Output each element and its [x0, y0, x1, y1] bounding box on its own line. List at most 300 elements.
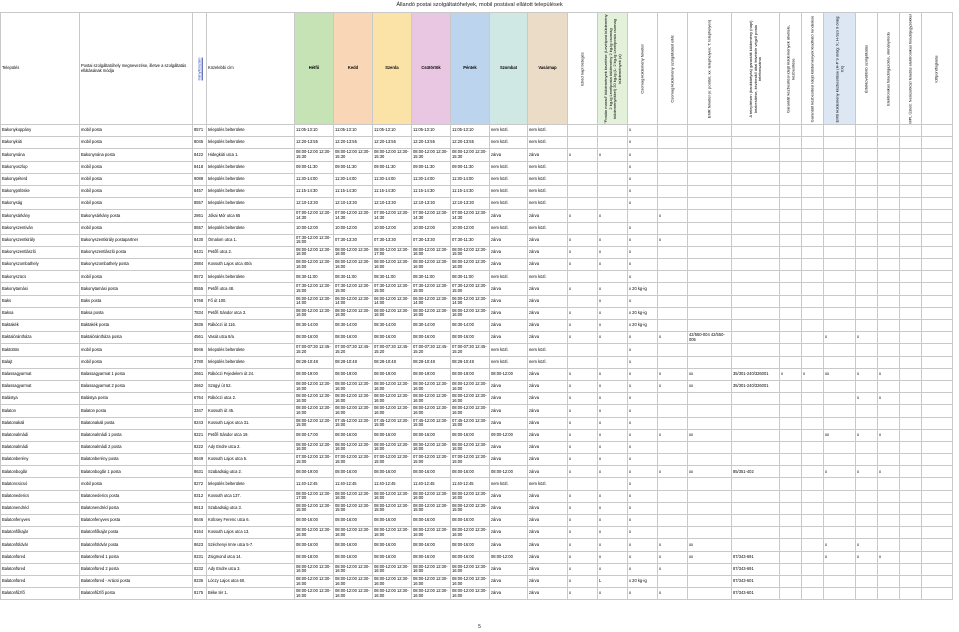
cell-mpl — [900, 137, 922, 149]
table-row — [1, 320, 953, 332]
cell-garantalt-2 — [802, 234, 824, 246]
cell-idopont — [922, 588, 953, 600]
cell-telepules: Bakonypölöske — [1, 185, 80, 197]
cell-pentek: 08:00-12:00 12:30-16:00 — [451, 380, 490, 392]
cell-irsz: 3780 — [193, 356, 207, 368]
cell-pentek: 08:00-16:00 — [451, 429, 490, 441]
cell-elektronikus — [878, 588, 900, 600]
cell-idopont — [922, 575, 953, 587]
cell-telefon — [732, 320, 780, 332]
header-telepules: Település — [1, 13, 80, 125]
cell-idopont — [922, 563, 953, 575]
cell-csomag-kezeles — [598, 161, 628, 173]
cell-csomagfelvetel: x 20 kg-ig — [628, 283, 658, 295]
cell-idopont — [922, 393, 953, 405]
cell-emr — [688, 563, 732, 575]
cell-szombat: zárva — [490, 259, 528, 271]
cell-telefon — [732, 125, 780, 137]
cell-cim: Ady Endre utca 3. — [207, 563, 295, 575]
header-kedd: Kedd — [334, 13, 373, 125]
cell-garantalt-1 — [780, 563, 802, 575]
cell-cim: Kossuth Lajos utca 13. — [207, 527, 295, 539]
cell-szolgaltatas — [658, 393, 688, 405]
cell-garantalt-1 — [780, 380, 802, 392]
cell-ertektovabbito: x — [856, 393, 878, 405]
cell-csutortok: 08:00-12:00 12:30-16:00 — [412, 246, 451, 258]
cell-ertektovabbito — [856, 588, 878, 600]
cell-szolgaltatas — [658, 259, 688, 271]
cell-kedd: 08:00-12:00 12:30-16:00 — [334, 259, 373, 271]
cell-irsz: 8243 — [193, 417, 207, 429]
cell-vasarnap: zárva — [528, 563, 568, 575]
cell-szolgaltatohely: Balatonendréd posta — [80, 502, 193, 514]
cell-mpl — [900, 332, 922, 344]
cell-cim: Hidegkúti utca 1. — [207, 149, 295, 161]
cell-kedd: 08:00-12:00 12:30-16:00 — [334, 563, 373, 575]
cell-mpl — [900, 222, 922, 234]
cell-telefon — [732, 441, 780, 453]
cell-irsz: 8272 — [193, 478, 207, 490]
cell-elektronikus — [878, 454, 900, 466]
cell-szolgaltatohely: Baksa posta — [80, 307, 193, 319]
cell-ertektovabbito — [856, 320, 878, 332]
cell-kedd: 08:00-12:00 12:30-15:30 — [334, 149, 373, 161]
table-row — [1, 332, 953, 344]
cell-hetfo: 12:10-13:30 — [295, 198, 334, 210]
cell-hetfo: 12:20-13:55 — [295, 137, 334, 149]
cell-hetfo: 08:00-19:00 — [295, 466, 334, 478]
cell-vasarnap: zárva — [528, 246, 568, 258]
cell-hetfo: 08:00-12:00 12:30-16:00 — [295, 441, 334, 453]
cell-mpl — [900, 405, 922, 417]
cell-elektronikus — [878, 283, 900, 295]
cell-szombat: 08:00-12:00 — [490, 368, 528, 380]
cell-szerda: 08:00-12:00 12:30-17:00 — [373, 246, 412, 258]
cell-irsz: 8571 — [193, 125, 207, 137]
cell-ebed — [568, 173, 598, 185]
cell-cim: település belterülete — [207, 356, 295, 368]
cell-csutortok: 08:00-12:00 12:30-16:00 — [412, 307, 451, 319]
cell-csomag-kezeles — [598, 125, 628, 137]
cell-vasarnap: zárva — [528, 234, 568, 246]
cell-ertektovabbito — [856, 478, 878, 490]
cell-idopont — [922, 234, 953, 246]
cell-garantalt-1 — [780, 490, 802, 502]
cell-szolgaltatohely: mobil posta — [80, 344, 193, 356]
cell-pentek: 08:00-12:00 12:30-16:00 — [451, 490, 490, 502]
cell-idopont — [922, 527, 953, 539]
cell-emr: xx — [688, 551, 732, 563]
cell-ertektovabbito: x — [856, 332, 878, 344]
cell-csutortok: 08:00-12:00 12:30-15:00 — [412, 502, 451, 514]
table-row — [1, 344, 953, 356]
header-ems: EMS küldemény kézbesítése (H-P 9 óráig: X; H-Szo 9 óráig: XX) — [824, 13, 856, 125]
cell-szombat: nem közl. — [490, 137, 528, 149]
cell-csutortok: 08:00-16:00 — [412, 429, 451, 441]
cell-garantalt-2 — [802, 405, 824, 417]
cell-szolgaltatas — [658, 271, 688, 283]
cell-mpl — [900, 368, 922, 380]
cell-cim: település belterülete — [207, 161, 295, 173]
cell-szombat: zárva — [490, 539, 528, 551]
cell-szolgaltatohely: mobil posta — [80, 356, 193, 368]
header-csomag-kezeles: "Postán marad" küldemények kezelése (Levélpost küldemény 2 kg-ig Levélposta küldemény 2 kg-ig csomag küldeményekkel) 20 kg-ig (L: 2 kg-ig Levélposta csomag küldemények (x) — [598, 13, 628, 125]
cell-kedd: 06:00-12:00 12:30-14:00 — [334, 295, 373, 307]
cell-emr — [688, 478, 732, 490]
cell-telepules: Balassagyarmat — [1, 380, 80, 392]
cell-ertektovabbito — [856, 356, 878, 368]
cell-szolgaltatohely: mobil posta — [80, 478, 193, 490]
cell-szerda: 08:00-12:00 12:30-16:00 — [373, 307, 412, 319]
cell-ems — [824, 563, 856, 575]
cell-pentek: 07:00-12:00 12:30-15:00 — [451, 454, 490, 466]
cell-garantalt-1 — [780, 149, 802, 161]
cell-szerda: 07:30-12:00 12:30-15:00 — [373, 283, 412, 295]
page-title: Állandó postai szolgáltatóhelyek, mobil postával ellátott települések — [396, 2, 563, 8]
cell-szolgaltatas: x — [658, 466, 688, 478]
cell-telepules: Baks — [1, 295, 80, 307]
cell-cim: Rákóczi utca 2. — [207, 393, 295, 405]
cell-csomagfelvetel: x — [628, 502, 658, 514]
cell-garantalt-2 — [802, 283, 824, 295]
cell-ems — [824, 490, 856, 502]
table-row — [1, 429, 953, 441]
post-offices-table — [0, 12, 953, 600]
cell-elektronikus — [878, 198, 900, 210]
cell-cim: Jókai Mór utca 65 — [207, 210, 295, 222]
cell-irsz: 8221 — [193, 429, 207, 441]
cell-elektronikus — [878, 259, 900, 271]
cell-mpl — [900, 588, 922, 600]
cell-pentek: 11:30-14:00 — [451, 173, 490, 185]
cell-telepules: Bakonyság — [1, 198, 80, 210]
cell-ertektovabbito: x — [856, 539, 878, 551]
cell-idopont — [922, 185, 953, 197]
cell-emr — [688, 575, 732, 587]
cell-szolgaltatohely: Balatonfüred 1 posta — [80, 551, 193, 563]
cell-idopont — [922, 259, 953, 271]
cell-csomag-kezeles: x — [598, 490, 628, 502]
cell-szolgaltatas — [658, 490, 688, 502]
cell-ebed: x — [568, 380, 598, 392]
cell-szombat: zárva — [490, 563, 528, 575]
cell-irsz: 6764 — [193, 393, 207, 405]
cell-csomagfelvetel: x — [628, 527, 658, 539]
cell-ems — [824, 515, 856, 527]
cell-emr — [688, 149, 732, 161]
cell-szombat: zárva — [490, 454, 528, 466]
cell-telepules: Balatonfenyves — [1, 515, 80, 527]
cell-kedd: 08:00-12:00 12:30-16:00 — [334, 490, 373, 502]
cell-ems: x — [824, 539, 856, 551]
header-szerda: Szerda — [373, 13, 412, 125]
cell-csomagfelvetel: x — [628, 246, 658, 258]
cell-szolgaltatas — [658, 441, 688, 453]
cell-szolgaltatas — [658, 527, 688, 539]
cell-telefon — [732, 356, 780, 368]
cell-cim: Kossuth Lajos utca 40/a — [207, 259, 295, 271]
cell-pentek: 08:00-12:00 12:30-16:00 — [451, 563, 490, 575]
cell-garantalt-1 — [780, 234, 802, 246]
cell-pentek: 07:00-07:30 12:45-15:20 — [451, 344, 490, 356]
cell-szerda: 09:00-11:30 — [373, 161, 412, 173]
cell-mpl — [900, 210, 922, 222]
cell-pentek: 08:30-14:00 — [451, 320, 490, 332]
cell-hetfo: 08:00-16:00 — [295, 515, 334, 527]
cell-ebed: x — [568, 307, 598, 319]
cell-idopont — [922, 380, 953, 392]
cell-idopont — [922, 332, 953, 344]
cell-vasarnap: zárva — [528, 393, 568, 405]
cell-telefon: 35/301-240/326001 — [732, 368, 780, 380]
table-row — [1, 490, 953, 502]
table-row — [1, 259, 953, 271]
cell-emr — [688, 454, 732, 466]
cell-szerda: 11:05-13:10 — [373, 125, 412, 137]
cell-csomag-kezeles: x — [598, 149, 628, 161]
cell-pentek: 08:00-16:00 — [451, 551, 490, 563]
cell-garantalt-2 — [802, 393, 824, 405]
cell-ebed: x — [568, 234, 598, 246]
cell-idopont — [922, 307, 953, 319]
cell-csutortok: 08:00-16:00 — [412, 551, 451, 563]
cell-emr — [688, 198, 732, 210]
cell-vasarnap: nem közl. — [528, 125, 568, 137]
cell-kedd: 08:00-16:00 — [334, 466, 373, 478]
cell-szombat: zárva — [490, 380, 528, 392]
cell-szombat: nem közl. — [490, 161, 528, 173]
table-row — [1, 393, 953, 405]
table-row — [1, 198, 953, 210]
cell-emr — [688, 356, 732, 368]
cell-csomagfelvetel: x — [628, 429, 658, 441]
cell-irsz: 8946 — [193, 344, 207, 356]
cell-vasarnap: zárva — [528, 320, 568, 332]
cell-szerda: 08:00-16:00 — [373, 466, 412, 478]
cell-irsz: 8457 — [193, 185, 207, 197]
cell-idopont — [922, 210, 953, 222]
cell-mpl — [900, 563, 922, 575]
cell-emr — [688, 259, 732, 271]
cell-elektronikus — [878, 417, 900, 429]
cell-emr — [688, 502, 732, 514]
cell-szombat: nem közl. — [490, 198, 528, 210]
cell-csomag-kezeles — [598, 185, 628, 197]
cell-emr — [688, 222, 732, 234]
cell-cim: Kossuth Lajos utca 5. — [207, 454, 295, 466]
cell-telepules: Balatonfőkajár — [1, 527, 80, 539]
cell-irsz: 8631 — [193, 466, 207, 478]
cell-telepules: Balassagyarmat — [1, 368, 80, 380]
cell-szombat: zárva — [490, 575, 528, 587]
cell-csomagfelvetel: x — [628, 563, 658, 575]
cell-szolgaltatohely: mobil posta — [80, 173, 193, 185]
cell-emr — [688, 405, 732, 417]
cell-ebed — [568, 137, 598, 149]
cell-emr — [688, 417, 732, 429]
cell-ems — [824, 502, 856, 514]
cell-csomag-kezeles: x — [598, 539, 628, 551]
cell-csomagfelvetel: x 20 kg-ig — [628, 307, 658, 319]
cell-idopont — [922, 441, 953, 453]
cell-ebed: x — [568, 539, 598, 551]
cell-ertektovabbito — [856, 344, 878, 356]
cell-hetfo: 08:00-12:00 12:30-15:00 — [295, 502, 334, 514]
cell-garantalt-2 — [802, 478, 824, 490]
cell-ebed: x — [568, 454, 598, 466]
cell-hetfo: 08:00-12:00 12:30-16:00 — [295, 259, 334, 271]
cell-pentek: 11:40-12:45 — [451, 478, 490, 490]
cell-szerda: 12:10-13:30 — [373, 198, 412, 210]
cell-vasarnap: nem közl. — [528, 271, 568, 283]
cell-garantalt-1 — [780, 356, 802, 368]
cell-csomagfelvetel: x — [628, 222, 658, 234]
cell-csomagfelvetel: x — [628, 466, 658, 478]
cell-cim: Petőfi Sándor utca 3. — [207, 307, 295, 319]
cell-hetfo: 08:00-12:00 12:30-16:00 — [295, 575, 334, 587]
cell-vasarnap: zárva — [528, 575, 568, 587]
cell-garantalt-1 — [780, 295, 802, 307]
cell-mpl — [900, 344, 922, 356]
cell-mpl — [900, 246, 922, 258]
cell-telepules: Balaton — [1, 405, 80, 417]
cell-ertektovabbito — [856, 125, 878, 137]
cell-csomag-kezeles: x — [598, 380, 628, 392]
cell-elektronikus — [878, 356, 900, 368]
cell-szombat: zárva — [490, 246, 528, 258]
cell-garantalt-1 — [780, 466, 802, 478]
cell-csomagfelvetel: x — [628, 332, 658, 344]
cell-mpl — [900, 185, 922, 197]
cell-idopont — [922, 137, 953, 149]
cell-ems — [824, 575, 856, 587]
cell-vasarnap: nem közl. — [528, 222, 568, 234]
cell-szolgaltatohely: Balástya posta — [80, 393, 193, 405]
cell-pentek: 06:00-12:00 12:30-14:00 — [451, 295, 490, 307]
cell-szolgaltatohely: Balassagyarmat 2 posta — [80, 380, 193, 392]
cell-telefon — [732, 149, 780, 161]
cell-garantalt-1 — [780, 575, 802, 587]
cell-hetfo: 08:00-12:00 12:30-15:00 — [295, 417, 334, 429]
cell-ems — [824, 259, 856, 271]
cell-irsz: 6768 — [193, 295, 207, 307]
cell-elektronikus — [878, 149, 900, 161]
cell-idopont — [922, 161, 953, 173]
cell-emr — [688, 234, 732, 246]
cell-garantalt-2 — [802, 259, 824, 271]
cell-ebed: x — [568, 320, 598, 332]
cell-vasarnap: nem közl. — [528, 478, 568, 490]
cell-ertektovabbito: x — [856, 368, 878, 380]
cell-emr: xx — [688, 539, 732, 551]
cell-telefon: 35/301-240/326001 — [732, 380, 780, 392]
cell-cim: Kossuth utca 137. — [207, 490, 295, 502]
cell-ebed: x — [568, 466, 598, 478]
cell-cim: Kossuth Lajos utca 31. — [207, 417, 295, 429]
cell-kedd: 08:00-12:00 12:30-16:00 — [334, 441, 373, 453]
cell-ebed: x — [568, 246, 598, 258]
cell-ertektovabbito — [856, 198, 878, 210]
cell-csomag-kezeles: x — [598, 515, 628, 527]
cell-cim: település belterülete — [207, 344, 295, 356]
cell-szolgaltatohely: Bakonytamási posta — [80, 283, 193, 295]
cell-elektronikus — [878, 320, 900, 332]
cell-szolgaltatas — [658, 246, 688, 258]
cell-cim: Vasút utca 8/a — [207, 332, 295, 344]
cell-szolgaltatas — [658, 173, 688, 185]
cell-csomag-kezeles: x — [598, 234, 628, 246]
cell-kedd: 08:00-12:00 12:30-16:00 — [334, 575, 373, 587]
table-row — [1, 307, 953, 319]
cell-telefon — [732, 161, 780, 173]
cell-ebed: x — [568, 515, 598, 527]
cell-csomag-kezeles: x — [598, 246, 628, 258]
cell-telefon — [732, 527, 780, 539]
cell-irsz: 8045 — [193, 137, 207, 149]
table-row — [1, 405, 953, 417]
header-idopont: Időpontfoglalás — [922, 13, 953, 125]
cell-elektronikus — [878, 185, 900, 197]
cell-emr — [688, 271, 732, 283]
cell-ebed — [568, 478, 598, 490]
cell-szolgaltatohely: Balatonfenyves posta — [80, 515, 193, 527]
cell-garantalt-2 — [802, 539, 824, 551]
cell-szolgaltatohely: Balatonboglár 1 posta — [80, 466, 193, 478]
cell-szolgaltatohely: mobil posta — [80, 161, 193, 173]
cell-idopont — [922, 539, 953, 551]
table-row — [1, 125, 953, 137]
cell-ertektovabbito — [856, 234, 878, 246]
cell-vasarnap: zárva — [528, 441, 568, 453]
cell-ebed: x — [568, 283, 598, 295]
cell-vasarnap: zárva — [528, 551, 568, 563]
cell-ertektovabbito — [856, 210, 878, 222]
cell-cim: Béke tér 1. — [207, 588, 295, 600]
cell-cim: Petőfi Sándor utca 19. — [207, 429, 295, 441]
cell-csomagfelvetel: x — [628, 149, 658, 161]
cell-vasarnap: nem közl. — [528, 161, 568, 173]
cell-garantalt-1 — [780, 137, 802, 149]
cell-szolgaltatohely: mobil posta — [80, 185, 193, 197]
cell-csutortok: 08:00-12:00 12:30-16:00 — [412, 393, 451, 405]
cell-ebed — [568, 271, 598, 283]
cell-emr — [688, 307, 732, 319]
cell-telefon — [732, 259, 780, 271]
cell-mpl — [900, 271, 922, 283]
cell-mpl — [900, 417, 922, 429]
cell-vasarnap: zárva — [528, 527, 568, 539]
cell-szerda: 11:30-14:00 — [373, 173, 412, 185]
cell-csomagfelvetel: x — [628, 259, 658, 271]
cell-csomagfelvetel: x — [628, 198, 658, 210]
cell-csutortok: 08:00-16:00 — [412, 332, 451, 344]
cell-idopont — [922, 344, 953, 356]
cell-pentek: 07:30-12:00 12:30-15:00 — [451, 283, 490, 295]
cell-emr — [688, 515, 732, 527]
cell-irsz: 8613 — [193, 502, 207, 514]
cell-szombat: zárva — [490, 283, 528, 295]
cell-irsz: 2661 — [193, 368, 207, 380]
cell-szerda: 08:28-10:48 — [373, 356, 412, 368]
table-row — [1, 246, 953, 258]
cell-cim: Petőfi utca 2. — [207, 246, 295, 258]
cell-pentek: 09:00-11:30 — [451, 161, 490, 173]
cell-garantalt-2 — [802, 441, 824, 453]
cell-csutortok: 12:20-13:55 — [412, 137, 451, 149]
cell-mpl — [900, 502, 922, 514]
cell-emr: xx — [688, 429, 732, 441]
cell-szolgaltatas — [658, 515, 688, 527]
